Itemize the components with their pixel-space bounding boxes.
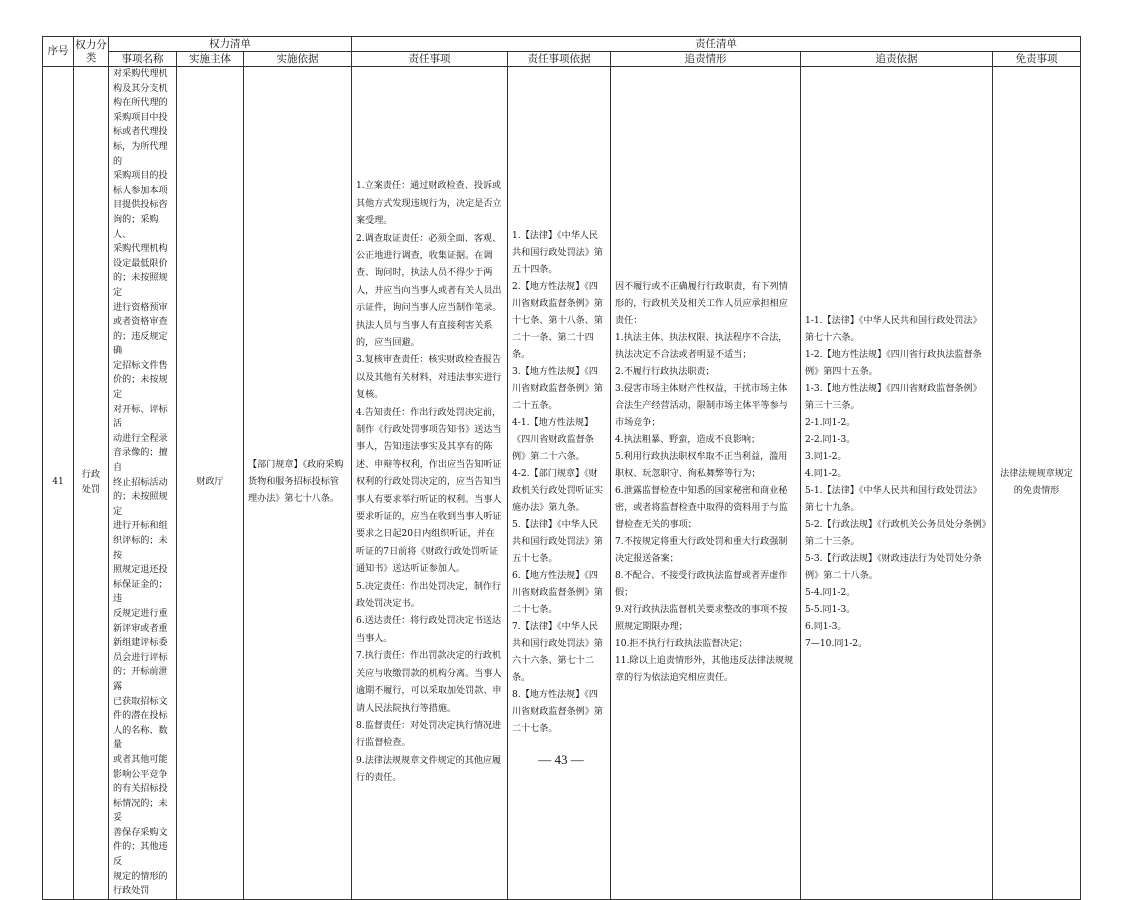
page-number: — 43 — (538, 752, 584, 767)
row-seq: 41 (43, 67, 74, 900)
header-exemption: 免责事项 (993, 52, 1081, 67)
header-seq: 序号 (43, 37, 74, 67)
header-category: 权力分类 (74, 37, 109, 67)
row-accountability: 因不履行或不正确履行行政职责，有下列情形的，行政机关及相关工作人员应承担相应责任： 1.执法主体、执法权限、执法程序不合法，执法决定不合法或者明显不适当； 2.不履行行政执法职责； 3.侵害市场主体财产性权益，干扰市场主体合法生产经营活动，限制市场主体平等参与市场竞争； 4.执法粗暴、野蛮，造成不良影响； 5.利用行政执法职权牟取不正当利益，滥用职权、玩忽职守、徇私舞弊等行为； 6.泄露监督检查中知悉的国家秘密和商业秘密，或者将监督检查中取得的资料用于与监督检查无关的事项； 7.不按规定将重大行政处罚和重大行政强制决定报送备案； 8.不配合、不接受行政执法监督或者弄虚作假； 9.对行政执法监督机关要求整改的事项不按照规定期限办理； 10.拒不执行行政执法监督决定； 11.除以上追责情形外，其他违反法律法规规章的行为依法追究相应责任。 (611, 67, 801, 900)
row-resp-basis: 1.【法律】《中华人民共和国行政处罚法》第五十四条。 2.【地方性法规】《四川省财政监督条例》第十七条、第十八条、第二十一条、第二十四条。 3.【地方性法规】《四川省财政监督条例》第二十五条。 4-1.【地方性法规】《四川省财政监督条例》第二十六条。 4-2.【部门规章】《财政机关行政处罚听证实施办法》第九条。 5.【法律】《中华人民共和国行政处罚法》第五十七条。 6.【地方性法规】《四川省财政监督条例》第二十七条。 7.【法律】《中华人民共和国行政处罚法》第六十六条、第七十二条。 8.【地方性法规】《四川省财政监督条例》第二十七条。 (508, 67, 611, 900)
header-basis: 实施依据 (244, 52, 352, 67)
row-accountability-basis: 1-1.【法律】《中华人民共和国行政处罚法》第七十六条。 1-2.【地方性法规】《四川省行政执法监督条例》第四十五条。 1-3.【地方性法规】《四川省财政监督条例》第三十三条。 2-1.同1-2。 2-2.同1-3。 3.同1-2。 4.同1-2。 5-1.【法律】《中华人民共和国行政处罚法》第七十九条。 5-2.【行政法规】《行政机关公务员处分条例》第二十三条。 5-3.【行政法规】《财政违法行为处罚处分条例》第二十八条。 5-4.同1-2。 5-5.同1-3。 6.同1-3。 7—10.同1-2。 (801, 67, 993, 900)
header-responsibility-list: 责任清单 (352, 37, 1081, 52)
row-category: 行政处罚 (74, 67, 109, 900)
header-resp-basis: 责任事项依据 (508, 52, 611, 67)
row-exemption: 法律法规规章规定的免责情形 (993, 67, 1081, 900)
header-accountability: 追责情形 (611, 52, 801, 67)
header-resp-items: 责任事项 (352, 52, 508, 67)
header-item-name: 事项名称 (109, 52, 177, 67)
header-accountability-basis: 追责依据 (801, 52, 993, 67)
power-responsibility-table (42, 36, 1081, 900)
row-executor: 财政厅 (177, 67, 244, 900)
row-resp-items: 1.立案责任：通过财政检查、投诉或其他方式发现违规行为，决定是否立案受理。 2.调查取证责任：必须全面、客观、公正地进行调查，收集证据。在调查、询问时，执法人员不得少于两人，并应当向当事人或者有关人员出示证件，询问当事人应当制作笔录。执法人员与当事人有直接利害关系的，应当回避。 3.复核审查责任：核实财政检查报告以及其他有关材料，对违法事实进行复核。 4.告知责任：作出行政处罚决定前，制作《行政处罚事项告知书》送达当事人，告知违法事实及其享有的陈述、申辩等权利，作出应当告知听证权利的行政处罚决定的，应当告知当事人有要求举行听证的权利。当事人要求听证的，应当在收到当事人听证要求之日起20日内组织听证，并在听证的7日前将《财政行政处罚听证通知书》送达听证参加人。 5.决定责任：作出处罚决定，制作行政处罚决定书。 6.送达责任：将行政处罚决定书送达当事人。 7.执行责任：作出罚款决定的行政机关应与收缴罚款的机构分离。当事人逾期不履行，可以采取加处罚款、申请人民法院执行等措施。 8.监督责任：对处罚决定执行情况进行监督检查。 9.法律法规规章文件规定的其他应履行的责任。 (352, 67, 508, 900)
row-item-name: 对采购代理机 构及其分支机 构在所代理的 采购项目中投 标或者代理投 标，为所代理的 采购项目的投 标人参加本项 目提供投标咨 询的；采购人、 采购代理机构 设定最低限价 的；未按照规定 进行资格预审 或者资格审查 的；违反规定确 定招标文件售 价的；未按规定 对开标、评标活 动进行全程录 音录像的；擅自 终止招标活动 的；未按照规定 进行开标和组 织评标的；未按 照规定退还投 标保证金的；违 反规定进行重 新评审或者重 新组建评标委 员会进行评标 的；开标前泄露 已获取招标文 件的潜在投标 人的名称、数量 或者其他可能 影响公平竞争 的有关招标投 标情况的；未妥 善保存采购文 件的；其他违反 规定的情形的 行政处罚 (109, 67, 177, 900)
header-power-list: 权力清单 (109, 37, 352, 52)
header-executor: 实施主体 (177, 52, 244, 67)
row-basis: 【部门规章】《政府采购货物和服务招标投标管理办法》第七十八条。 (244, 67, 352, 900)
table-row (43, 67, 1081, 900)
